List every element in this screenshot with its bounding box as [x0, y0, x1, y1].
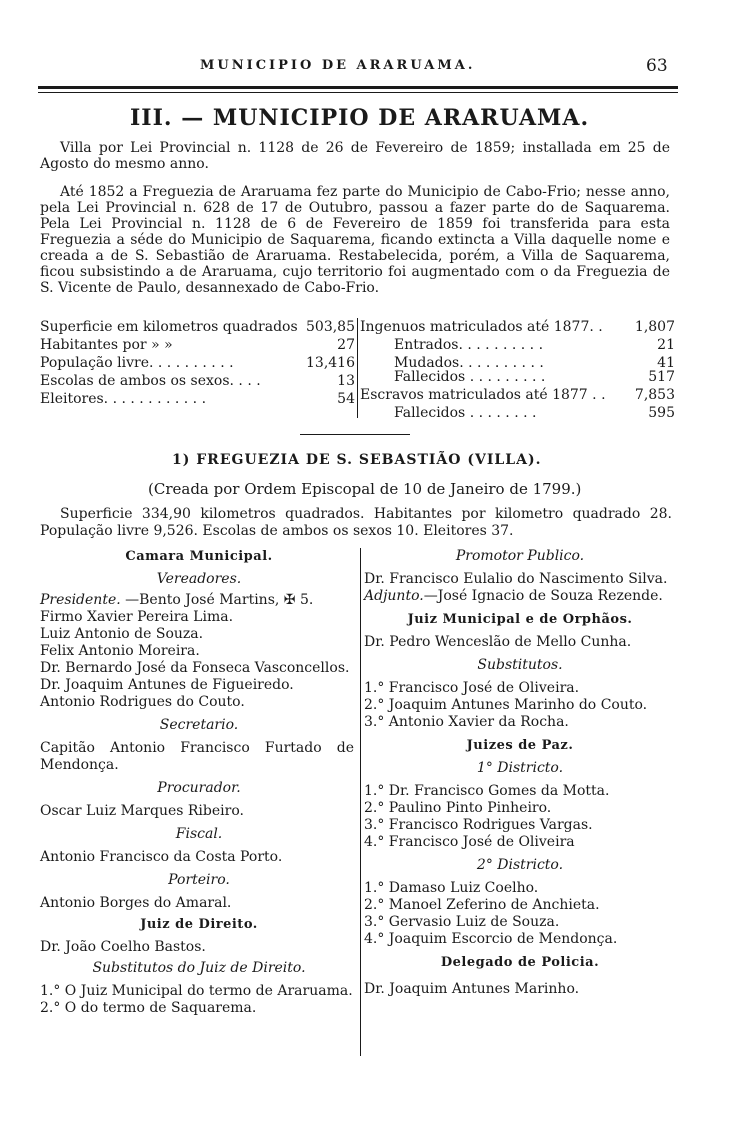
stats-value: 54	[337, 391, 355, 407]
freguezia-stats: Superficie 334,90 kilometros quadrados. Habitantes por kilometro quadrado 28. População livre 9,526. Escolas de ambos os sexos 10. Eleitores 37.	[40, 506, 672, 539]
substitutos-direito-heading: Substitutos do Juiz de Direito.	[92, 960, 306, 976]
intro-paragraph-1	[40, 140, 670, 172]
stats-row	[360, 354, 675, 371]
stats-value: 7,853	[634, 387, 675, 403]
fiscal-heading: Fiscal.	[175, 826, 223, 842]
running-title: MUNICIPIO DE ARARUAMA.	[200, 58, 476, 73]
stats-divider	[357, 318, 358, 418]
porteiro-heading: Porteiro.	[168, 872, 230, 888]
secretario-name: Capitão Antonio Francisco Furtado de Mendonça.	[40, 740, 354, 773]
section-separator	[300, 434, 410, 435]
vereadores-heading: Vereadores.	[156, 571, 242, 587]
stats-row	[360, 336, 675, 354]
freguezia-note: (Creada por Ordem Episcopal de 10 de Janeiro de 1799.)	[148, 480, 582, 498]
stats-row	[40, 336, 355, 354]
stats-label: Ingenuos matriculados até 1877. .	[360, 319, 603, 335]
stats-row	[40, 372, 355, 390]
procurador-heading: Procurador.	[157, 780, 241, 796]
fiscal-name: Antonio Francisco da Costa Porto.	[40, 849, 283, 865]
stats-label: Mudados. . . . . . . . . .	[394, 355, 544, 371]
stats-label: Eleitores. . . . . . . . . . . .	[40, 391, 207, 407]
stats-row	[40, 354, 355, 372]
intro-text-2: Até 1852 a Freguezia de Araruama fez parte do Municipio de Cabo-Frio; nesse anno, pela Lei Provincial n. 628 de 17 de Outubro, passou a fazer parte do de Saquarema. Pela Lei Provincial n. 1128 de 6 de Fevereiro de 1859 foi transferida para esta Freguezia a séde do Municipio de Saquarema, ficando extincta a Villa daquelle nome e creada a de S. Sebastião de Araruama. Restabelecida, porém, a Villa de Saquarema, ficou subsistindo a de Araruama, cujo territorio foi augmentado com o da Freguezia de S. Vicente de Paulo, desannexado de Cabo-Frio.	[40, 184, 670, 296]
stats-value: 595	[648, 405, 675, 421]
vereador-item: Antonio Rodrigues do Couto.	[40, 694, 245, 710]
header-rule-thin	[38, 92, 678, 93]
stats-label: População livre. . . . . . . . . .	[40, 355, 234, 371]
juiz-direito-heading: Juiz de Direito.	[140, 917, 258, 932]
stats-value: 41	[657, 355, 675, 371]
juiz-paz-item: 4.° Francisco José de Oliveira	[364, 834, 575, 850]
intro-paragraph-2	[40, 184, 670, 296]
juiz-municipal-heading: Juiz Municipal e de Orphãos.	[407, 612, 633, 627]
delegado-name: Dr. Joaquim Antunes Marinho.	[364, 981, 580, 997]
page-number: 63	[646, 56, 668, 76]
stats-row	[360, 368, 675, 386]
promotor-name: Dr. Francisco Eulalio do Nascimento Silva.	[364, 571, 668, 587]
stats-row	[40, 318, 355, 336]
freguezia-stats-block	[40, 506, 672, 540]
distrito-1-heading: 1° Districto.	[476, 760, 564, 776]
juiz-paz-item: 4.° Joaquim Escorcio de Mendonça.	[364, 931, 618, 947]
stats-value: 13	[337, 373, 355, 389]
freguezia-title: 1) FREGUEZIA DE S. SEBASTIÃO (VILLA).	[172, 452, 542, 468]
substituto-item: 1.° Francisco José de Oliveira.	[364, 680, 580, 696]
stats-label: Fallecidos . . . . . . . . .	[394, 369, 546, 385]
stats-label: Escravos matriculados até 1877 . .	[360, 387, 606, 403]
section-title: III. — MUNICIPIO DE ARARUAMA.	[130, 105, 590, 131]
juiz-paz-item: 1.° Dr. Francisco Gomes da Motta.	[364, 783, 610, 799]
stats-label: Fallecidos . . . . . . . .	[394, 405, 537, 421]
presidente-line	[40, 592, 358, 609]
juiz-paz-item: 3.° Gervasio Luiz de Souza.	[364, 914, 560, 930]
stats-label: Habitantes por » »	[40, 337, 173, 353]
porteiro-name: Antonio Borges do Amaral.	[40, 895, 232, 911]
adjunto-name: —José Ignacio de Souza Rezende.	[423, 588, 663, 604]
presidente-label: Presidente.	[40, 592, 121, 608]
stats-value: 503,85	[306, 319, 355, 335]
stats-value: 21	[657, 337, 675, 353]
vereador-item: Dr. Joaquim Antunes de Figueiredo.	[40, 677, 294, 693]
juiz-paz-item: 2.° Manoel Zeferino de Anchieta.	[364, 897, 600, 913]
substituto-item: 1.° O Juiz Municipal do termo de Araruama.	[40, 983, 353, 999]
substituto-item: 2.° Joaquim Antunes Marinho do Couto.	[364, 697, 648, 713]
intro-text-1: Villa por Lei Provincial n. 1128 de 26 de Fevereiro de 1859; installada em 25 de Agosto do mesmo anno.	[40, 140, 670, 172]
vereador-item: Firmo Xavier Pereira Lima.	[40, 609, 234, 625]
stats-row	[40, 390, 355, 408]
stats-value: 1,807	[634, 319, 675, 335]
substituto-item: 2.° O do termo de Saquarema.	[40, 1000, 257, 1016]
stats-value: 27	[337, 337, 355, 353]
juizes-paz-heading: Juizes de Paz.	[466, 738, 574, 753]
camara-heading: Camara Municipal.	[125, 549, 273, 564]
right-column	[364, 548, 676, 998]
stats-left-table	[40, 318, 355, 408]
stats-value: 13,416	[306, 355, 355, 371]
juiz-municipal-name: Dr. Pedro Wenceslão de Mello Cunha.	[364, 634, 632, 650]
column-divider	[360, 548, 361, 1056]
left-column	[40, 548, 358, 1017]
promotor-heading: Promotor Publico.	[455, 548, 585, 564]
distrito-2-heading: 2° Districto.	[476, 857, 564, 873]
adjunto-label: Adjunto.	[364, 588, 424, 604]
stats-row	[360, 386, 675, 404]
substituto-item: 3.° Antonio Xavier da Rocha.	[364, 714, 569, 730]
stats-row	[360, 318, 675, 336]
secretario-heading: Secretario.	[159, 717, 239, 733]
header-rule-thick	[38, 86, 678, 89]
presidente-name: —Bento José Martins, ✠ 5.	[125, 592, 314, 608]
vereador-item: Luiz Antonio de Souza.	[40, 626, 204, 642]
juiz-paz-item: 1.° Damaso Luiz Coelho.	[364, 880, 539, 896]
stats-right-table	[360, 318, 675, 422]
procurador-name: Oscar Luiz Marques Ribeiro.	[40, 803, 244, 819]
stats-label: Superficie em kilometros quadrados	[40, 319, 298, 335]
juiz-paz-item: 2.° Paulino Pinto Pinheiro.	[364, 800, 552, 816]
adjunto-line	[364, 588, 676, 605]
stats-label: Entrados. . . . . . . . . .	[394, 337, 544, 353]
stats-label: Escolas de ambos os sexos. . . .	[40, 373, 261, 389]
vereador-item: Dr. Bernardo José da Fonseca Vasconcellos.	[40, 660, 350, 676]
juiz-paz-item: 3.° Francisco Rodrigues Vargas.	[364, 817, 593, 833]
delegado-heading: Delegado de Policia.	[440, 955, 600, 970]
stats-row	[360, 404, 675, 422]
stats-value: 517	[648, 369, 675, 385]
juiz-direito-name: Dr. João Coelho Bastos.	[40, 939, 206, 955]
substitutos-heading: Substitutos.	[477, 657, 563, 673]
vereador-item: Felix Antonio Moreira.	[40, 643, 200, 659]
